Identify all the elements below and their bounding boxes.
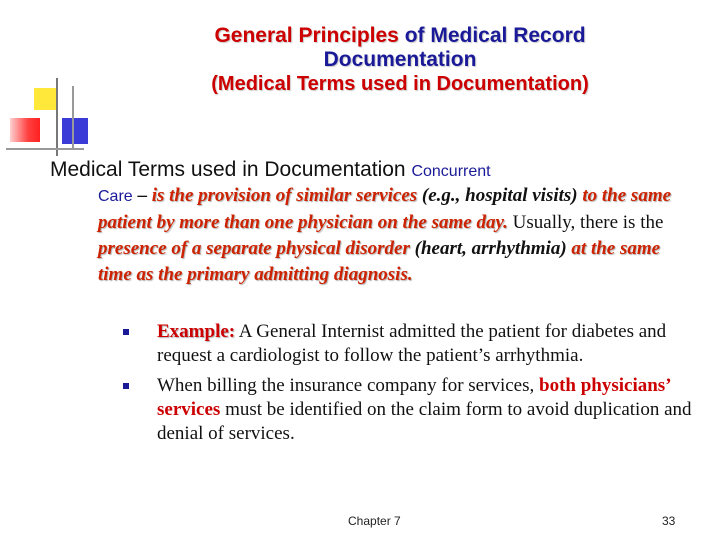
section-heading: [50, 157, 700, 185]
decor-vertical-line: [56, 78, 58, 156]
slide-title: [120, 24, 680, 96]
definition-paragraph: [98, 183, 698, 288]
billing-text-before: When billing the insurance company for services,: [157, 375, 539, 396]
term-dash: –: [132, 185, 152, 206]
definition-part-6: (heart, arrhythmia): [409, 238, 572, 259]
term-concurrent: Concurrent: [411, 163, 491, 180]
decor-red-square: [10, 118, 40, 142]
definition-part-2: (e.g., hospital visits): [417, 185, 583, 206]
example-label: Example:: [157, 321, 236, 342]
billing-text-after: must be identified on the claim form to avoid duplication and denial of services.: [157, 399, 692, 444]
definition-part-4: Usually, there is the: [507, 212, 664, 233]
example-text: A General Internist admitted the patient for diabetes and request a cardiologist to follow the patient’s arrhythmia.: [157, 321, 667, 366]
definition-part-7: at the same time as the primary admitting diagnosis.: [98, 238, 661, 285]
bullet-item-example: [120, 320, 695, 368]
title-line1-rest: of Medical Record: [398, 24, 586, 47]
decor-vertical-line: [72, 86, 74, 148]
bullet-square-icon: [123, 329, 129, 335]
title-highlight: General Principles: [214, 24, 399, 47]
decor-blue-square: [62, 118, 88, 144]
definition-part-1: is the provision of similar services: [151, 185, 418, 206]
decor-yellow-square: [34, 88, 56, 110]
term-care: Care: [98, 188, 133, 205]
page-number: 33: [662, 514, 676, 528]
footer-chapter: Chapter 7: [348, 514, 401, 528]
heading-text: Medical Terms used in Documentation: [50, 158, 412, 181]
title-line2: Documentation: [323, 48, 477, 71]
slide-subtitle: (Medical Terms used in Documentation): [211, 73, 589, 95]
bullet-item-billing: [120, 374, 695, 446]
definition-part-5: presence of a separate physical disorder: [98, 238, 410, 259]
billing-highlight: both physicians’ services: [157, 375, 671, 420]
decor-horizontal-line: [6, 148, 84, 150]
bullet-list: [120, 320, 695, 452]
bullet-square-icon: [123, 383, 129, 389]
definition-part-3: to the same patient by more than one physician on the same day.: [98, 185, 672, 233]
